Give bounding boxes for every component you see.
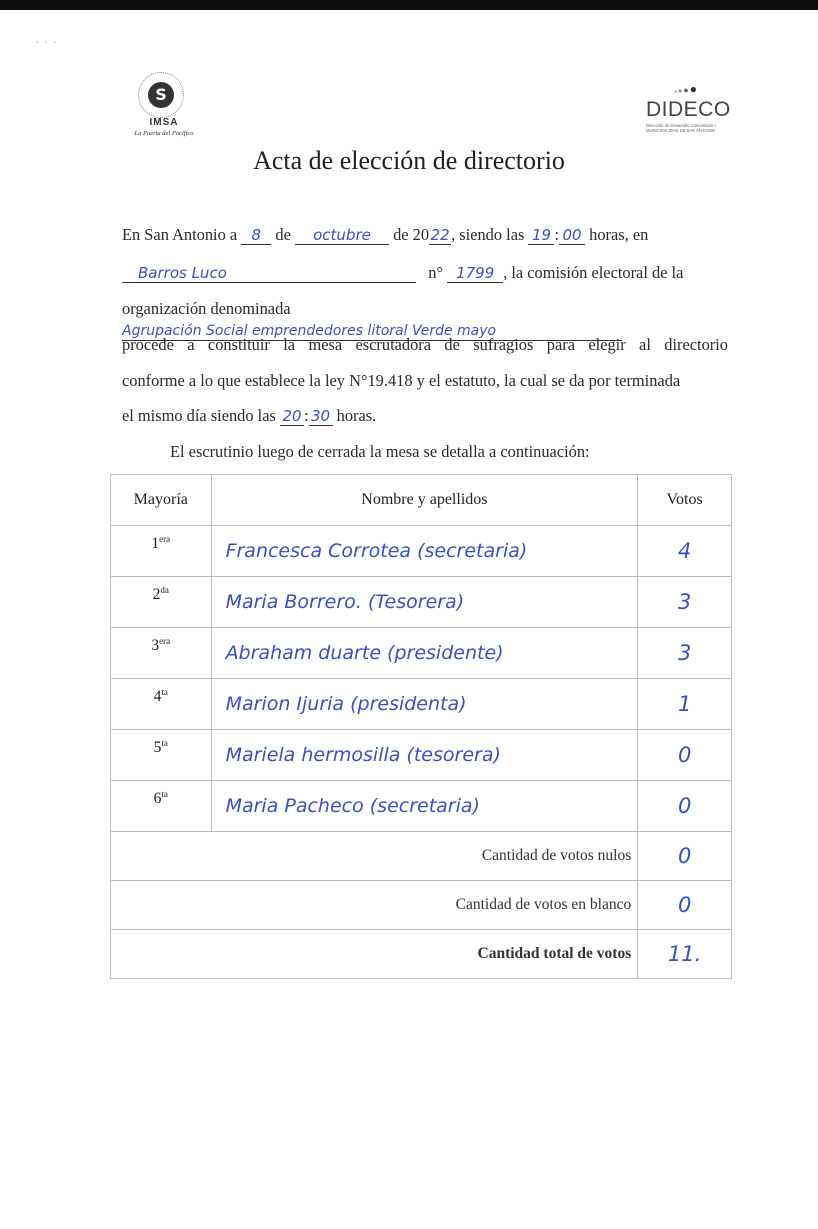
name-cell: Maria Borrero. (Tesorera)	[211, 577, 638, 628]
end-hour-field: 20	[280, 407, 304, 426]
paragraph-line-6: el mismo día siendo las 20 : 30 horas.	[122, 406, 377, 425]
null-votes-row	[111, 832, 732, 881]
paragraph-line-1: En San Antonio a 8 de octubre de 2022, siendo las 19 : 00 horas, en	[122, 225, 649, 244]
blank-votes-label: Cantidad de votos en blanco	[111, 881, 638, 930]
table-row	[111, 628, 732, 679]
end-minute-field: 30	[309, 407, 333, 426]
rank-cell: $6^{ta}$	[111, 781, 212, 832]
name-cell: Abraham duarte (presidente)	[211, 628, 638, 679]
votes-cell: 3	[638, 577, 732, 628]
header-votos: Votos	[638, 475, 732, 526]
dideco-subtitle: Dirección de Desarrollo Comunitario I. MUNICIPALIDAD DE SAN ANTONIO	[646, 123, 717, 133]
total-votes-value: 11.	[638, 930, 732, 979]
votes-cell: 0	[638, 781, 732, 832]
blank-votes-row	[111, 881, 732, 930]
name-cell: Mariela hermosilla (tesorera)	[211, 730, 638, 781]
day-field: 8	[241, 226, 271, 245]
rank-cell: $5^{ta}$	[111, 730, 212, 781]
name-cell: Maria Pacheco (secretaria)	[211, 781, 638, 832]
rank-cell: $2^{da}$	[111, 577, 212, 628]
votes-cell: 4	[638, 526, 732, 577]
null-votes-value: 0	[638, 832, 732, 881]
null-votes-label: Cantidad de votos nulos	[111, 832, 638, 881]
text-intro: En San Antonio a	[122, 225, 238, 244]
paragraph-line-5: conforme a lo que establece la ley N°19.418 y el estatuto, la cual se da por terminada	[122, 371, 681, 390]
dideco-brand: DIDECO	[646, 98, 731, 121]
votes-cell: 0	[638, 730, 732, 781]
blank-votes-value: 0	[638, 881, 732, 930]
rank-cell: $3^{era}$	[111, 628, 212, 679]
document-title: Acta de elección de directorio	[253, 146, 565, 175]
rank-cell: $1^{era}$	[111, 526, 212, 577]
month-field: octubre	[295, 226, 389, 245]
table-row	[111, 730, 732, 781]
results-table	[110, 474, 732, 979]
total-votes-label: Cantidad total de votos	[111, 930, 638, 979]
start-hour-field: 19	[528, 226, 554, 245]
imsa-emblem-icon: S	[138, 72, 184, 118]
table-row	[111, 577, 732, 628]
name-cell: Francesca Corrotea (secretaria)	[211, 526, 638, 577]
votes-cell: 3	[638, 628, 732, 679]
street-number-field: 1799	[447, 264, 503, 283]
dideco-logo	[640, 82, 740, 148]
year-field: 22	[430, 226, 450, 244]
start-minute-field: 00	[559, 226, 585, 245]
scan-specks: · · ·	[36, 38, 58, 47]
scan-top-edge	[0, 0, 818, 10]
paragraph-line-4: procede a constituir la mesa escrutadora de sufragios para elegir al directorio	[122, 335, 728, 354]
paragraph-line-3: organización denominada Agrupación Social emprendedores litoral Verde mayo	[122, 298, 728, 341]
dideco-dots-icon: ●●●●	[674, 82, 698, 96]
table-row	[111, 679, 732, 730]
votes-cell: 1	[638, 679, 732, 730]
table-header-row	[111, 475, 732, 526]
name-cell: Marion Ijuria (presidenta)	[211, 679, 638, 730]
total-votes-row	[111, 930, 732, 979]
paragraph-line-2: Barros Luco n° 1799 , la comisión electoral de la	[122, 262, 728, 283]
scrutiny-intro: El escrutinio luego de cerrada la mesa se detalla a continuación:	[170, 442, 590, 461]
table-row	[111, 526, 732, 577]
header-mayoria: Mayoría	[111, 475, 212, 526]
imsa-tagline: La Puerta del Pacífico	[134, 130, 194, 137]
imsa-brand: IMSA	[149, 117, 179, 128]
header-nombre: Nombre y apellidos	[211, 475, 638, 526]
street-field: Barros Luco	[122, 264, 416, 283]
organization-name-field: Agrupación Social emprendedores litoral Verde mayo	[122, 321, 622, 341]
table-row	[111, 781, 732, 832]
rank-cell: $4^{ta}$	[111, 679, 212, 730]
imsa-logo	[118, 70, 210, 148]
